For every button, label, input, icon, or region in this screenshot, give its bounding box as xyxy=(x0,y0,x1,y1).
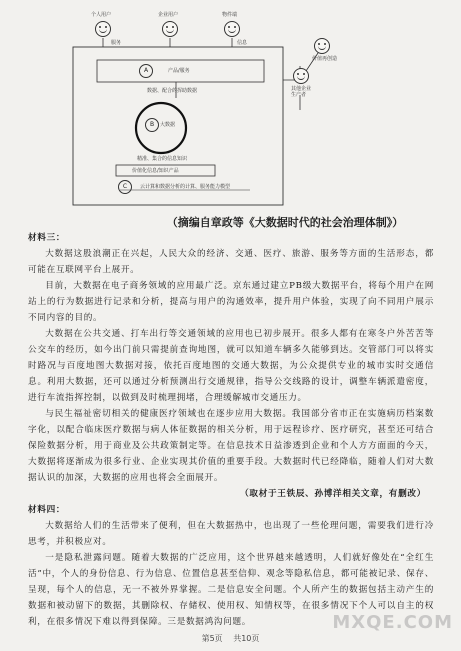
value-creator-label: 价值再创造 xyxy=(312,56,338,62)
actor-enterprise: 企业用户 xyxy=(158,12,179,18)
article-body xyxy=(28,230,434,630)
service-label: 服务 xyxy=(111,40,122,46)
material4-paragraph: 一是隐私泄露问题。随着大数据的广泛应用，这个世界越来越透明，人们就好像处在“全红生活”中，个人的身份信息、行为信息、位置信息甚至信仰、观念等隐私信息，都可能被记录、保存、呈现，每个人的信息，无一不被外界掌握。二是信息安全问题。个人所产生的数据包括主动产生的数据和被动留下的数据，其删除权、存储权、使用权、知情权等，在很多情况下个人可以自主的权利，在很多情况下难以得到保障。三是数据鸿沟问题。 xyxy=(28,553,434,627)
value-creator-face-icon xyxy=(314,38,330,54)
circle-b-label: B xyxy=(145,118,159,132)
enterprise-face-icon xyxy=(162,21,178,37)
circle-a-label: A xyxy=(139,64,153,78)
page-footer xyxy=(0,633,461,644)
watermark: MXQE.COM xyxy=(332,612,453,633)
data-collect-label: 数据、配合的挥助数据 xyxy=(147,88,198,94)
page-total: 共10页 xyxy=(233,634,260,643)
material3-source: （取材于王铁辰、孙博洋相关文章，有删改） xyxy=(240,489,426,499)
material4-paragraph: 大数据给人们的生活带来了便利，但在大数据热中，也出现了一些伦理问题，需要我们进行冷思考，并积极应对。 xyxy=(28,521,434,547)
object-face-icon xyxy=(224,21,240,37)
cloud-computing-label: 云计算和数据分析的计算、服务能力模型 xyxy=(140,184,231,190)
value-info-label: 价值化信息/知识产品 xyxy=(132,168,179,174)
products-label: 产品/服务 xyxy=(168,68,190,74)
producer-face-icon xyxy=(293,68,309,84)
actor-individual: 个人用户 xyxy=(91,12,112,18)
material3-paragraph: 与民生福祉密切相关的健康医疗领域也在逐步应用大数据。我国部分省市正在实施病历档案数字化，以配合临床医疗数据与病人体征数据的相关分析，用于远程诊疗、医疗研究，甚至还可结合保险数据分析，用于商业及公共政策制定等。在信息技术日益渗透到企业和个人方方面面的今天，大数据将逐渐成为很多行业、企业实现其价值的重要手段。大数据时代已经降临，随着人们对大数据认识的加深，大数据的应用也将会全面展开。 xyxy=(28,409,434,483)
information-label: 信息 xyxy=(237,40,248,46)
precise-info-label: 精准、集合的信息知识 xyxy=(137,156,188,162)
governance-diagram xyxy=(0,0,461,212)
big-data-label: 大数据 xyxy=(160,122,176,128)
material4-title: 材料四： xyxy=(28,505,66,515)
diagram-caption: （摘编自章政等《大数据时代的社会治理体制》） xyxy=(166,216,404,229)
circle-c-label: C xyxy=(118,180,132,194)
actor-object: 物件端 xyxy=(222,12,238,18)
material3-paragraph: 目前，大数据在电子商务领域的应用最广泛。京东通过建立PB级大数据平台，将每个用户在网站上的行为数据进行记录和分析，提高与用户的沟通效率，提升用户体验，实现了向不同用户展示不同内容的目的。 xyxy=(28,281,434,323)
material3-paragraph: 大数据这股浪潮正在兴起，人民大众的经济、交通、医疗、旅游、服务等方面的生活形态，都可能在互联网平台上展开。 xyxy=(28,249,434,275)
individual-face-icon xyxy=(95,21,111,37)
material3-title: 材料三： xyxy=(28,233,66,243)
material3-paragraph: 大数据在公共交通、打车出行等交通领域的应用也已初步展开。很多人都有在寒冬户外苦苦等公交车的经历，如今出门前只需提前查询地图，就可以知道车辆多久能够到达。交管部门可以将实时路况与百度地图大数据对接，依托百度地图的交通大数据，为公众提供专业的城市实时交通信息。利用大数据，还可以通过分析预测出行交通规律，指导公交线路的设计，调整车辆派遣密度，进行车流指挥控制，以做到及时梳理拥堵，合理缓解城市交通压力。 xyxy=(28,329,434,403)
other-producers-label: 其他企业生产者 xyxy=(291,86,312,98)
page-number: 第5页 xyxy=(201,634,223,643)
